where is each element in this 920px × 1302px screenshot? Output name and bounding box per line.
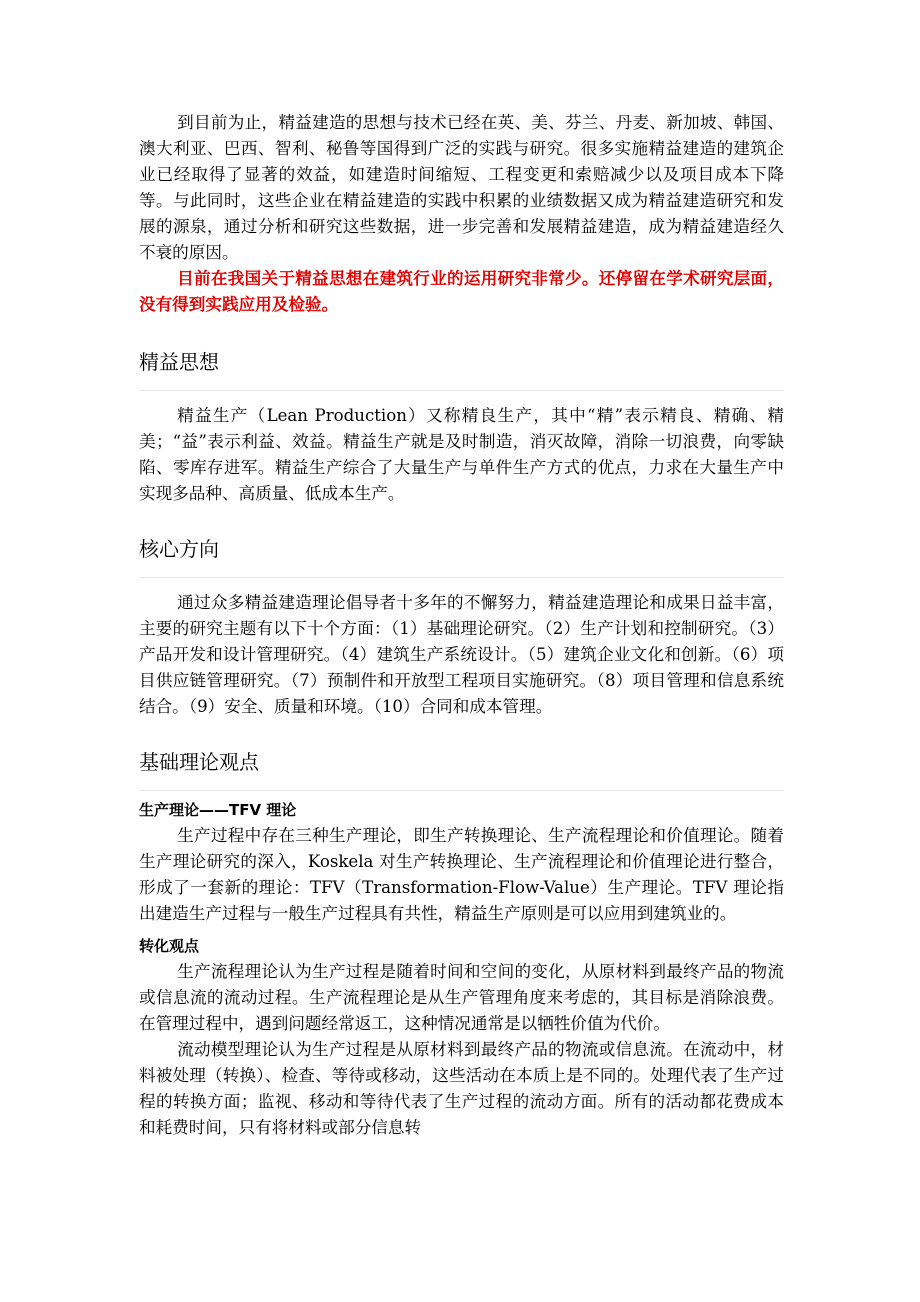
- section-title-basic-theory: 基础理论观点: [139, 750, 259, 774]
- section-title-lean-thinking: 精益思想: [139, 350, 219, 374]
- subsection-title-tfv: 生产理论——TFV 理论: [139, 801, 297, 819]
- intro-highlight-paragraph: 目前在我国关于精益思想在建筑行业的运用研究非常少。还停留在学术研究层面，没有得到实践应用及检验。: [139, 269, 784, 314]
- lean-thinking-paragraph: 精益生产（Lean Production）又称精良生产，其中“精”表示精良、精确、精美；“益”表示利益、效益。精益生产就是及时制造，消灭故障，消除一切浪费，向零缺陷、零库存进军。精益生产综合了大量生产与单件生产方式的优点，力求在大量生产中实现多品种、高质量、低成本生产。: [139, 406, 784, 503]
- conversion-paragraph-1: 生产流程理论认为生产过程是随着时间和空间的变化，从原材料到最终产品的物流或信息流的流动过程。生产流程理论是从生产管理角度来考虑的，其目标是消除浪费。在管理过程中，遇到问题经常返工，这种情况通常是以牺牲价值为代价。: [139, 962, 784, 1033]
- core-direction-paragraph: 通过众多精益建造理论倡导者十多年的不懈努力，精益建造理论和成果日益丰富，主要的研究主题有以下十个方面：（1）基础理论研究。（2）生产计划和控制研究。（3）产品开发和设计管理研究。（4）建筑生产系统设计。（5）建筑企业文化和创新。（6）项目供应链管理研究。（7）预制件和开放型工程项目实施研究。（8）项目管理和信息系统结合。（9）安全、质量和环境。（10）合同和成本管理。: [139, 593, 784, 716]
- section-title-core-direction: 核心方向: [139, 537, 219, 561]
- conversion-paragraph-2: 流动模型理论认为生产过程是从原材料到最终产品的物流或信息流。在流动中，材料被处理（转换）、检查、等待或移动，这些活动在本质上是不同的。处理代表了生产过程的转换方面；监视、移动和等待代表了生产过程的流动方面。所有的活动都花费成本和耗费时间，只有将材料或部分信息转: [139, 1040, 784, 1137]
- document-page: [139, 110, 784, 1141]
- section-divider: [139, 790, 784, 791]
- section-divider: [139, 577, 784, 578]
- intro-paragraph: 到目前为止，精益建造的思想与技术已经在英、美、芬兰、丹麦、新加坡、韩国、澳大利亚、巴西、智利、秘鲁等国得到广泛的实践与研究。很多实施精益建造的建筑企业已经取得了显著的效益，如建造时间缩短、工程变更和索赔减少以及项目成本下降等。与此同时，这些企业在精益建造的实践中积累的业绩数据又成为精益建造研究和发展的源泉，通过分析和研究这些数据，进一步完善和发展精益建造，成为精益建造经久不衰的原因。: [139, 113, 784, 262]
- subsection-title-conversion: 转化观点: [139, 937, 200, 955]
- section-divider: [139, 390, 784, 391]
- tfv-paragraph: 生产过程中存在三种生产理论，即生产转换理论、生产流程理论和价值理论。随着生产理论研究的深入，Koskela 对生产转换理论、生产流程理论和价值理论进行整合，形成了一套新的理论：TFV（Transformation-Flow-Value）生产理论。TFV 理论指出建造生产过程与一般生产过程具有共性，精益生产原则是可以应用到建筑业的。: [139, 826, 784, 923]
